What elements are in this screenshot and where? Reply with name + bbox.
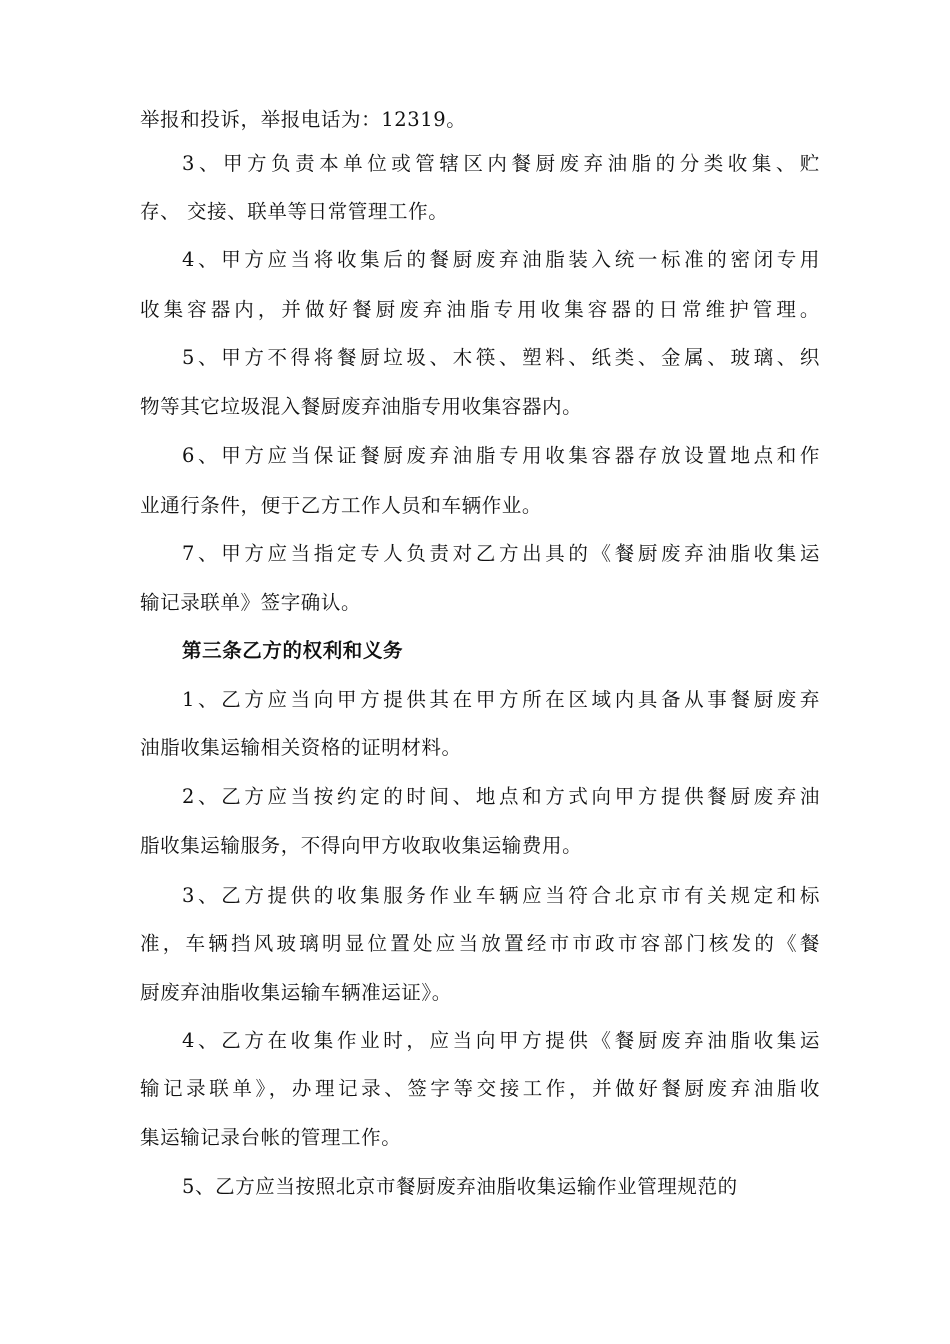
obligation-3-line-1: 3、乙方提供的收集服务作业车辆应当符合北京市有关规定和标: [182, 884, 820, 907]
obligation-1-line-1: 1、乙方应当向甲方提供其在甲方所在区域内具备从事餐厨废弃: [182, 688, 820, 711]
obligation-2-line-1: 2、乙方应当按约定的时间、地点和方式向甲方提供餐厨废弃油: [182, 785, 820, 808]
paragraph-6-line-2: 业通行条件，便于乙方工作人员和车辆作业。: [140, 494, 543, 517]
paragraph-5-line-2: 物等其它垃圾混入餐厨废弃油脂专用收集容器内。: [140, 395, 583, 418]
paragraph-7-line-2: 输记录联单》签字确认。: [140, 591, 362, 614]
obligation-3-line-2: 准，车辆挡风玻璃明显位置处应当放置经市市政市容部门核发的《餐: [140, 932, 820, 955]
text-line: 举报和投诉，举报电话为：12319。: [140, 108, 467, 131]
obligation-3-line-3: 厨废弃油脂收集运输车辆准运证》。: [140, 981, 452, 1004]
paragraph-3-line-1: 3、甲方负责本单位或管辖区内餐厨废弃油脂的分类收集、贮: [182, 152, 820, 175]
obligation-4-line-3: 集运输记录台帐的管理工作。: [140, 1126, 402, 1149]
paragraph-4-line-2: 收集容器内，并做好餐厨废弃油脂专用收集容器的日常维护管理。: [140, 298, 820, 321]
obligation-4-line-2: 输记录联单》，办理记录、签字等交接工作，并做好餐厨废弃油脂收: [140, 1077, 820, 1100]
obligation-5-line-1: 5、乙方应当按照北京市餐厨废弃油脂收集运输作业管理规范的: [182, 1175, 738, 1198]
paragraph-3-line-2: 存、 交接、联单等日常管理工作。: [140, 200, 449, 223]
paragraph-4-line-1: 4、甲方应当将收集后的餐厨废弃油脂装入统一标准的密闭专用: [182, 248, 820, 271]
obligation-1-line-2: 油脂收集运输相关资格的证明材料。: [140, 736, 462, 759]
obligation-2-line-2: 脂收集运输服务，不得向甲方收取收集运输费用。: [140, 834, 583, 857]
paragraph-7-line-1: 7、甲方应当指定专人负责对乙方出具的《餐厨废弃油脂收集运: [182, 542, 820, 565]
paragraph-5-line-1: 5、甲方不得将餐厨垃圾、木筷、塑料、纸类、金属、玻璃、织: [182, 346, 820, 369]
paragraph-6-line-1: 6、甲方应当保证餐厨废弃油脂专用收集容器存放设置地点和作: [182, 444, 820, 467]
section-heading: 第三条乙方的权利和义务: [182, 639, 404, 662]
obligation-4-line-1: 4、乙方在收集作业时，应当向甲方提供《餐厨废弃油脂收集运: [182, 1029, 820, 1052]
